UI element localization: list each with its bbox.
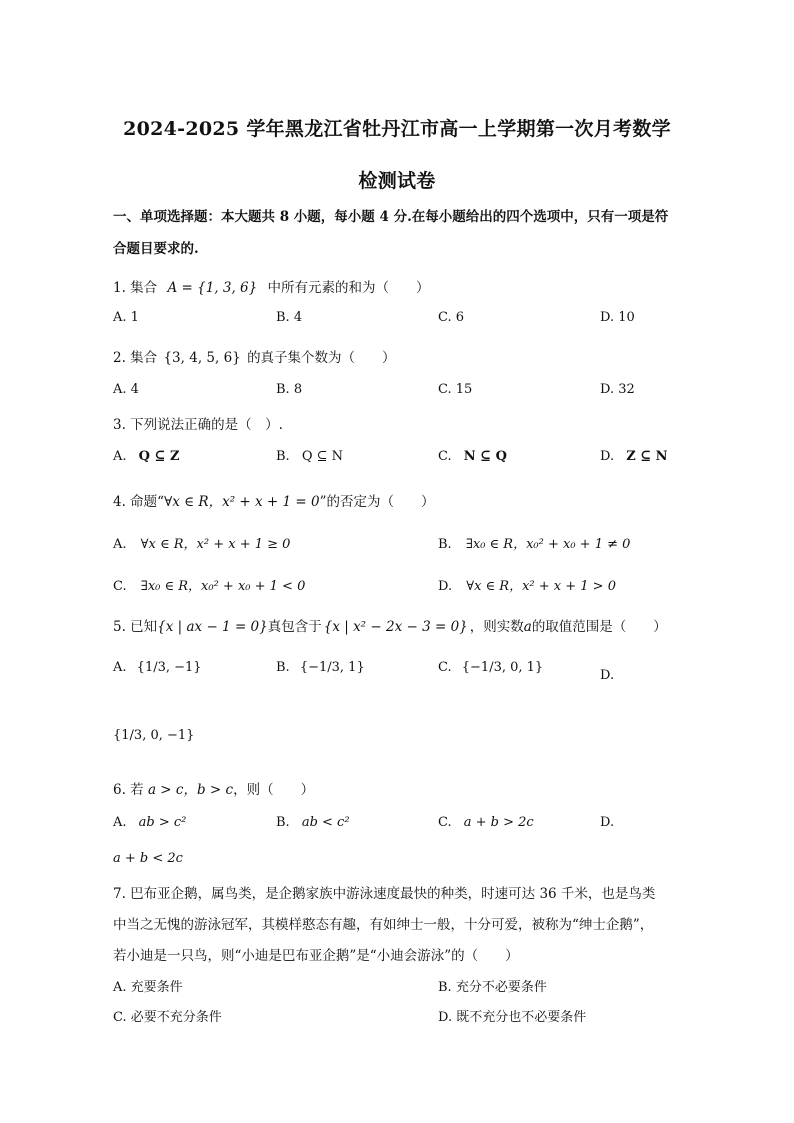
q7-option-a: A. 充要条件 bbox=[113, 980, 183, 995]
q6-condition: a > c，b > c bbox=[147, 782, 234, 798]
question-4-stem bbox=[113, 490, 435, 510]
q6-expr-b: ab < c² bbox=[301, 815, 350, 830]
q4-option-b bbox=[438, 533, 630, 552]
q3-label-c: C. bbox=[438, 449, 452, 464]
q2-set: {3, 4, 5, 6} bbox=[163, 350, 241, 366]
q5-expr-c: {−1/3, 0, 1} bbox=[461, 660, 544, 675]
q5-option-d-label: D. bbox=[600, 668, 615, 683]
q5-middle: 真包含于 bbox=[267, 619, 322, 635]
q4-label-b: B. bbox=[438, 537, 452, 552]
q3-label-b: B. bbox=[276, 449, 290, 464]
q3-option-b bbox=[276, 449, 343, 464]
q6-expr-d: a + b < 2c bbox=[113, 851, 183, 866]
q5-expr-d: {1/3, 0, −1} bbox=[113, 728, 195, 743]
section-heading-line2: 合题目要求的. bbox=[113, 241, 199, 257]
q5-option-b bbox=[276, 660, 365, 675]
exam-title-line1: 2024-2025 学年黑龙江省牡丹江市高一上学期第一次月考数学 bbox=[123, 118, 671, 140]
q4-expr-a: ∀x ∈ R，x² + x + 1 ≥ 0 bbox=[140, 537, 291, 552]
q7-option-c: C. 必要不充分条件 bbox=[113, 1010, 222, 1025]
q4-option-c bbox=[113, 575, 305, 594]
question-2-stem bbox=[113, 346, 396, 366]
q3-option-d bbox=[600, 449, 668, 464]
q6-option-d-label: D. bbox=[600, 815, 615, 830]
q5-label-c: C. bbox=[438, 660, 452, 675]
q4-label-d: D. bbox=[438, 579, 453, 594]
q1-option-a: A. 1 bbox=[113, 310, 139, 325]
q5-suffix2: 的取值范围是（ ） bbox=[531, 619, 667, 635]
q2-option-a: A. 4 bbox=[113, 382, 139, 397]
q4-option-d bbox=[438, 575, 616, 594]
q5-var: a bbox=[523, 619, 532, 635]
q5-expr-b: {−1/3, 1} bbox=[299, 660, 365, 675]
q1-option-b: B. 4 bbox=[276, 310, 303, 325]
q2-option-d: D. 32 bbox=[600, 382, 635, 397]
q3-expr-d: Z ⊆ N bbox=[626, 449, 668, 464]
exam-title-line2: 检测试卷 bbox=[358, 170, 436, 192]
q5-set1: {x | ax − 1 = 0} bbox=[157, 619, 268, 635]
q5-option-c bbox=[438, 660, 543, 675]
q3-expr-b: Q ⊆ N bbox=[301, 449, 344, 464]
q6-option-a bbox=[113, 815, 186, 830]
question-3-stem: 3. 下列说法正确的是（ ）. bbox=[113, 417, 283, 433]
q5-option-a bbox=[113, 660, 202, 675]
q5-set2: {x | x² − 2x − 3 = 0} bbox=[323, 619, 468, 635]
q4-label-a: A. bbox=[113, 537, 127, 552]
q3-expr-a: Q ⊆ Z bbox=[138, 449, 180, 464]
q4-label-c: C. bbox=[113, 579, 127, 594]
question-7-line1: 7. 巴布亚企鹅，属鸟类，是企鹅家族中游泳速度最快的种类，时速可达 36 千米，也是鸟类 bbox=[113, 886, 656, 902]
q2-option-c: C. 15 bbox=[438, 382, 473, 397]
q6-expr-a: ab > c² bbox=[138, 815, 187, 830]
q1-option-c: C. 6 bbox=[438, 310, 465, 325]
q5-prefix: 5. 已知 bbox=[113, 619, 158, 635]
question-6-stem bbox=[113, 778, 314, 798]
q1-suffix: 中所有元素的和为（ ） bbox=[267, 280, 430, 296]
q6-label-a: A. bbox=[113, 815, 127, 830]
q6-expr-c: a + b > 2c bbox=[463, 815, 534, 830]
q5-label-a: A. bbox=[113, 660, 127, 675]
q6-suffix: ，则（ ） bbox=[233, 782, 315, 798]
q2-option-b: B. 8 bbox=[276, 382, 303, 397]
q4-prefix: 4. 命题“ bbox=[113, 494, 165, 510]
q4-suffix: ”的否定为（ ） bbox=[319, 494, 435, 510]
q6-option-d-expr bbox=[113, 851, 183, 866]
question-7-line3: 若小迪是一只鸟，则“小迪是巴布亚企鹅”是“小迪会游泳”的（ ） bbox=[113, 948, 519, 964]
q3-option-a bbox=[113, 449, 179, 464]
question-5-stem bbox=[113, 615, 667, 635]
section-heading-line1: 一、单项选择题：本大题共 8 小题，每小题 4 分.在每小题给出的四个选项中，只有一项是符 bbox=[113, 209, 669, 225]
q3-label-d: D. bbox=[600, 449, 615, 464]
q6-option-b bbox=[276, 815, 350, 830]
q4-option-a bbox=[113, 533, 290, 552]
q6-option-c bbox=[438, 815, 534, 830]
q3-label-a: A. bbox=[113, 449, 127, 464]
q3-expr-c: N ⊆ Q bbox=[463, 449, 507, 464]
q4-expr-c: ∃x₀ ∈ R，x₀² + x₀ + 1 < 0 bbox=[140, 579, 306, 594]
q4-proposition: ∀x ∈ R，x² + x + 1 = 0 bbox=[164, 494, 320, 510]
q6-label-c: C. bbox=[438, 815, 452, 830]
q2-suffix: 的真子集个数为（ ） bbox=[247, 350, 396, 366]
q4-expr-b: ∃x₀ ∈ R，x₀² + x₀ + 1 ≠ 0 bbox=[465, 537, 631, 552]
q7-option-b: B. 充分不必要条件 bbox=[438, 980, 547, 995]
q1-prefix: 1. 集合 bbox=[113, 280, 158, 296]
q1-option-d: D. 10 bbox=[600, 310, 635, 325]
question-7-line2: 中当之无愧的游泳冠军，其模样憨态有趣，有如绅士一般，十分可爱，被称为“绅士企鹅”， bbox=[113, 917, 654, 933]
q1-set: A = {1, 3, 6} bbox=[167, 280, 258, 296]
q2-prefix: 2. 集合 bbox=[113, 350, 158, 366]
q5-expr-a: {1/3, −1} bbox=[136, 660, 202, 675]
q6-label-b: B. bbox=[276, 815, 290, 830]
q5-option-d-expr bbox=[113, 728, 194, 743]
question-1-stem bbox=[113, 276, 430, 296]
q4-expr-d: ∀x ∈ R，x² + x + 1 > 0 bbox=[466, 579, 616, 594]
q7-option-d: D. 既不充分也不必要条件 bbox=[438, 1010, 587, 1025]
q5-suffix: ，则实数 bbox=[469, 619, 524, 635]
q3-option-c bbox=[438, 449, 507, 464]
q5-label-b: B. bbox=[276, 660, 290, 675]
q6-prefix: 6. 若 bbox=[113, 782, 144, 798]
